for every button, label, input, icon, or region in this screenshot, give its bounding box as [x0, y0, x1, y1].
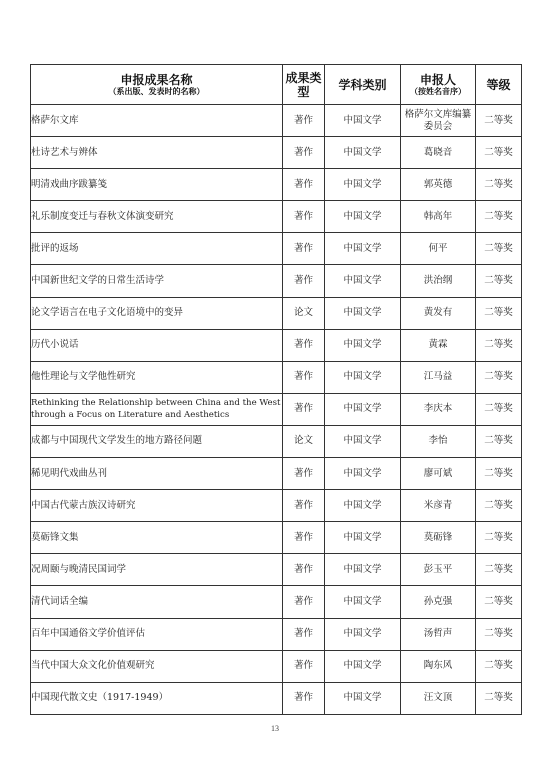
- cell-type: 著作: [283, 329, 325, 361]
- cell-grade: 二等奖: [476, 554, 522, 586]
- header-subject-label: 学科类别: [338, 77, 387, 92]
- cell-subject: 中国文学: [325, 490, 401, 522]
- awards-table: [30, 64, 522, 715]
- cell-title: 百年中国通俗文学价值评估: [31, 618, 283, 650]
- cell-title: 他性理论与文学他性研究: [31, 361, 283, 393]
- cell-applicant: 江马益: [401, 361, 476, 393]
- cell-applicant: 米彦青: [401, 490, 476, 522]
- table-row: [31, 425, 522, 457]
- cell-grade: 二等奖: [476, 586, 522, 618]
- cell-applicant: 李庆本: [401, 393, 476, 425]
- cell-subject: 中国文学: [325, 650, 401, 682]
- cell-applicant: 汤哲声: [401, 618, 476, 650]
- cell-title: 清代词话全编: [31, 586, 283, 618]
- cell-type: 著作: [283, 233, 325, 265]
- table-row: [31, 361, 522, 393]
- table-row: [31, 137, 522, 169]
- cell-applicant: 孙克强: [401, 586, 476, 618]
- cell-type: 论文: [283, 425, 325, 457]
- cell-subject: 中国文学: [325, 329, 401, 361]
- table-row: [31, 297, 522, 329]
- cell-type: 著作: [283, 361, 325, 393]
- header-title-main: 申报成果名称: [120, 72, 193, 87]
- cell-subject: 中国文学: [325, 425, 401, 457]
- table-row: [31, 586, 522, 618]
- cell-grade: 二等奖: [476, 490, 522, 522]
- cell-applicant: 黄发有: [401, 297, 476, 329]
- cell-title: 稀见明代戏曲丛刊: [31, 458, 283, 490]
- table-body: [31, 105, 522, 715]
- header-type-label: 成果类型: [285, 70, 322, 99]
- table-row: [31, 682, 522, 714]
- cell-subject: 中国文学: [325, 393, 401, 425]
- cell-type: 著作: [283, 169, 325, 201]
- cell-applicant: 莫砺锋: [401, 522, 476, 554]
- cell-subject: 中国文学: [325, 586, 401, 618]
- cell-subject: 中国文学: [325, 265, 401, 297]
- cell-grade: 二等奖: [476, 137, 522, 169]
- cell-type: 著作: [283, 458, 325, 490]
- header-subject: [325, 65, 401, 105]
- table-header: [31, 65, 522, 105]
- header-row: [31, 65, 522, 105]
- header-applicant-sub: （按姓名音序）: [410, 86, 466, 96]
- cell-subject: 中国文学: [325, 458, 401, 490]
- cell-grade: 二等奖: [476, 201, 522, 233]
- cell-subject: 中国文学: [325, 297, 401, 329]
- cell-title: 历代小说话: [31, 329, 283, 361]
- cell-type: 著作: [283, 137, 325, 169]
- cell-grade: 二等奖: [476, 458, 522, 490]
- cell-applicant: 格萨尔文库编纂委员会: [401, 105, 476, 137]
- cell-subject: 中国文学: [325, 201, 401, 233]
- table-row: [31, 618, 522, 650]
- cell-title: 中国新世纪文学的日常生活诗学: [31, 265, 283, 297]
- cell-title: 中国现代散文史（1917-1949）: [31, 682, 283, 714]
- cell-title: 当代中国大众文化价值观研究: [31, 650, 283, 682]
- table-row: [31, 650, 522, 682]
- header-title: [31, 65, 283, 105]
- cell-type: 著作: [283, 650, 325, 682]
- cell-title: 况周颐与晚清民国词学: [31, 554, 283, 586]
- cell-grade: 二等奖: [476, 169, 522, 201]
- cell-type: 著作: [283, 393, 325, 425]
- cell-applicant: 洪治纲: [401, 265, 476, 297]
- cell-title: 莫砺锋文集: [31, 522, 283, 554]
- cell-type: 著作: [283, 490, 325, 522]
- cell-grade: 二等奖: [476, 393, 522, 425]
- cell-applicant: 彭玉平: [401, 554, 476, 586]
- header-applicant-main: 申报人: [419, 72, 456, 87]
- cell-applicant: 葛晓音: [401, 137, 476, 169]
- cell-subject: 中国文学: [325, 618, 401, 650]
- cell-type: 著作: [283, 554, 325, 586]
- table-row: [31, 490, 522, 522]
- cell-grade: 二等奖: [476, 233, 522, 265]
- cell-grade: 二等奖: [476, 329, 522, 361]
- table-row: [31, 329, 522, 361]
- cell-type: 著作: [283, 586, 325, 618]
- cell-grade: 二等奖: [476, 425, 522, 457]
- cell-grade: 二等奖: [476, 265, 522, 297]
- cell-subject: 中国文学: [325, 137, 401, 169]
- header-grade: [476, 65, 522, 105]
- cell-applicant: 何平: [401, 233, 476, 265]
- cell-applicant: 廖可斌: [401, 458, 476, 490]
- cell-applicant: 韩高年: [401, 201, 476, 233]
- cell-type: 著作: [283, 522, 325, 554]
- cell-applicant: 李怡: [401, 425, 476, 457]
- header-applicant: [401, 65, 476, 105]
- cell-type: 著作: [283, 682, 325, 714]
- cell-title: 明清戏曲序跋纂笺: [31, 169, 283, 201]
- cell-grade: 二等奖: [476, 682, 522, 714]
- cell-title: 中国古代蒙古族汉诗研究: [31, 490, 283, 522]
- cell-grade: 二等奖: [476, 618, 522, 650]
- cell-subject: 中国文学: [325, 682, 401, 714]
- cell-type: 著作: [283, 201, 325, 233]
- table-row: [31, 201, 522, 233]
- cell-type: 论文: [283, 297, 325, 329]
- cell-subject: 中国文学: [325, 554, 401, 586]
- table-row: [31, 265, 522, 297]
- cell-applicant: 陶东风: [401, 650, 476, 682]
- table-row: [31, 458, 522, 490]
- cell-subject: 中国文学: [325, 169, 401, 201]
- cell-title: 礼乐制度变迁与春秋文体演变研究: [31, 201, 283, 233]
- cell-title: 杜诗艺术与辨体: [31, 137, 283, 169]
- cell-subject: 中国文学: [325, 105, 401, 137]
- cell-grade: 二等奖: [476, 650, 522, 682]
- cell-type: 著作: [283, 105, 325, 137]
- page-number: 13: [271, 724, 279, 733]
- header-title-sub: （系出版、发表时的名称）: [108, 86, 205, 96]
- table-row: [31, 169, 522, 201]
- table-row: [31, 393, 522, 425]
- table-row: [31, 522, 522, 554]
- cell-grade: 二等奖: [476, 297, 522, 329]
- cell-title: 格萨尔文库: [31, 105, 283, 137]
- header-type: [283, 65, 325, 105]
- cell-grade: 二等奖: [476, 522, 522, 554]
- header-grade-label: 等级: [486, 77, 511, 92]
- cell-type: 著作: [283, 265, 325, 297]
- cell-applicant: 汪文顶: [401, 682, 476, 714]
- table-row: [31, 233, 522, 265]
- cell-title: Rethinking the Relationship between China and the West through a Focus on Literature and Aesthetics: [31, 393, 283, 425]
- cell-subject: 中国文学: [325, 361, 401, 393]
- cell-subject: 中国文学: [325, 522, 401, 554]
- cell-type: 著作: [283, 618, 325, 650]
- cell-title: 成都与中国现代文学发生的地方路径问题: [31, 425, 283, 457]
- cell-grade: 二等奖: [476, 105, 522, 137]
- cell-title: 论文学语言在电子文化语境中的变异: [31, 297, 283, 329]
- cell-applicant: 黄霖: [401, 329, 476, 361]
- table-row: [31, 105, 522, 137]
- cell-subject: 中国文学: [325, 233, 401, 265]
- cell-applicant: 郭英德: [401, 169, 476, 201]
- cell-title: 批评的返场: [31, 233, 283, 265]
- table-row: [31, 554, 522, 586]
- cell-grade: 二等奖: [476, 361, 522, 393]
